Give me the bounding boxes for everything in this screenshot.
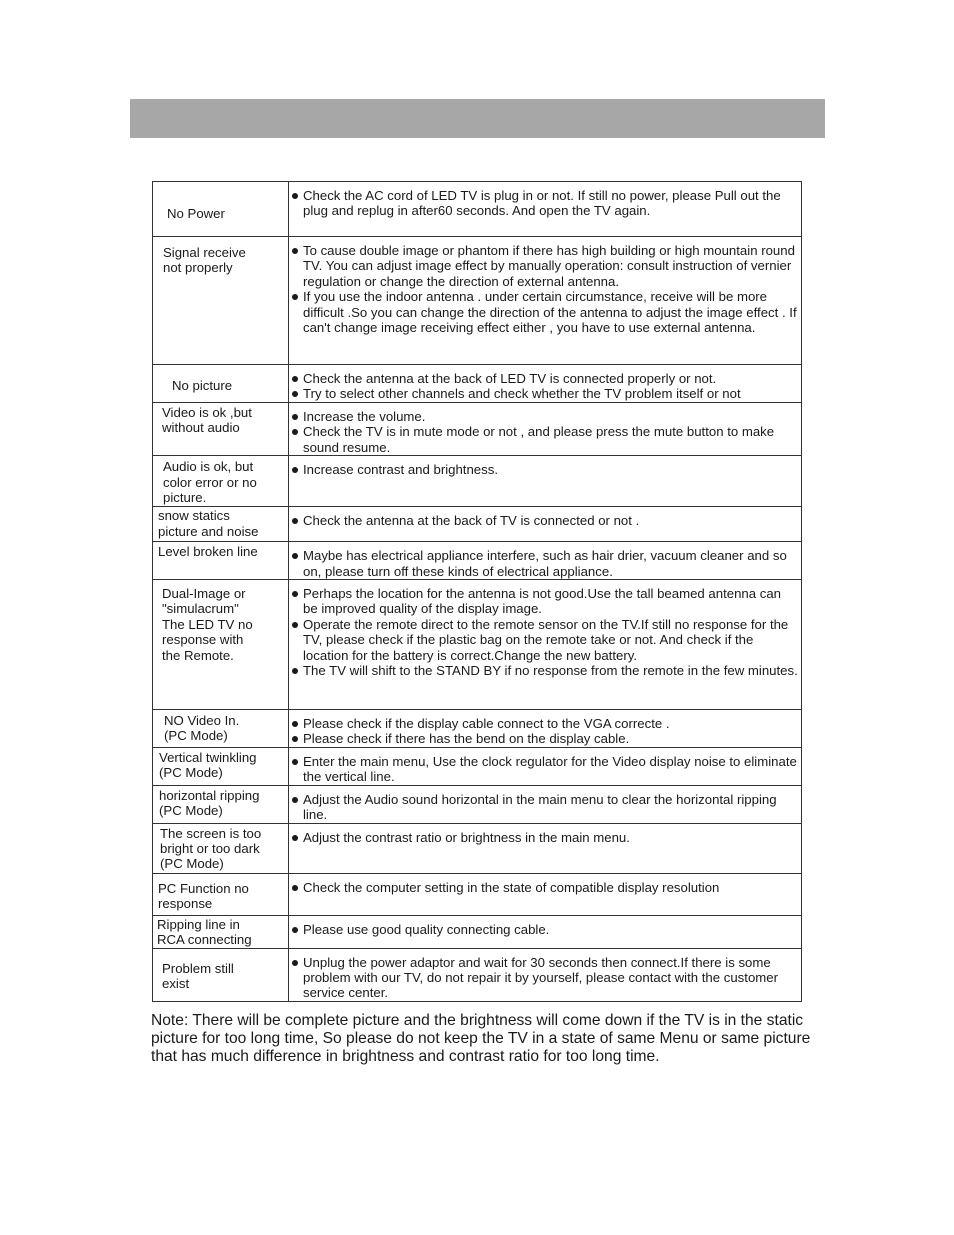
solution-item	[292, 289, 799, 335]
solution-text: Unplug the power adaptor and wait for 30 seconds then connect.If there is some problem with our TV, do not repair it by yourself, please contact with the customer service center.	[303, 954, 778, 1001]
bullet-icon	[292, 391, 298, 397]
problem-label: horizontal ripping (PC Mode)	[159, 787, 260, 819]
table-row	[153, 365, 802, 403]
problem-label: Dual-Image or "simulacrum" The LED TV no response with the Remote.	[162, 586, 253, 663]
solution-cell	[289, 823, 802, 873]
solution-text: The TV will shift to the STAND BY if no response from the remote in the few minutes.	[303, 663, 798, 679]
solution-item	[292, 586, 799, 617]
bullet-icon	[292, 193, 298, 199]
table-row	[153, 710, 802, 748]
solution-list	[292, 243, 799, 335]
problem-label: PC Function no response	[158, 880, 249, 912]
bullet-icon	[292, 797, 298, 803]
solution-text: Try to select other channels and check whether the TV problem itself or not	[303, 386, 741, 402]
bullet-icon	[292, 591, 298, 597]
table-row	[153, 747, 802, 785]
solution-list	[292, 830, 799, 845]
solution-cell	[289, 747, 802, 785]
problem-cell	[153, 823, 289, 873]
solution-text: If you use the indoor antenna . under certain circumstance, receive will be more difficult .So you can change the direction of the antenna to adjust the image effect . If can't change image receiving effect either , you have to use external antenna.	[303, 289, 797, 336]
bullet-icon	[292, 736, 298, 742]
problem-label: The screen is too bright or too dark (PC Mode)	[160, 825, 262, 872]
bullet-icon	[292, 927, 298, 933]
solution-item	[292, 371, 799, 386]
header-bar	[130, 99, 825, 138]
solution-list	[292, 513, 799, 528]
table-row	[153, 873, 802, 915]
solution-list	[292, 188, 799, 219]
solution-item	[292, 424, 799, 455]
solution-text: Check the AC cord of LED TV is plug in or not. If still no power, please Pull out the plug and replug in after60 seconds. And open the TV again.	[303, 188, 781, 219]
table-row	[153, 403, 802, 456]
solution-list	[292, 586, 799, 678]
problem-cell	[153, 182, 289, 237]
solution-text: Perhaps the location for the antenna is not good.Use the tall beamed antenna can be improved quality of the display image.	[303, 586, 782, 617]
bullet-icon	[292, 467, 298, 473]
problem-label: Vertical twinkling (PC Mode)	[159, 749, 257, 781]
solution-list	[292, 880, 799, 895]
bullet-icon	[292, 885, 298, 891]
solution-cell	[289, 507, 802, 542]
bullet-icon	[292, 835, 298, 841]
problem-label: No Power	[167, 206, 225, 221]
solution-text: Check the antenna at the back of LED TV is connected properly or not.	[303, 371, 717, 386]
solution-text: Increase the volume.	[303, 409, 426, 424]
bullet-icon	[292, 414, 298, 420]
problem-cell	[153, 403, 289, 456]
solution-item	[292, 716, 799, 731]
bullet-icon	[292, 721, 298, 727]
table-row	[153, 785, 802, 823]
note-text: Note: There will be complete picture and the brightness will come down if the TV is in the static picture for too long time, So please do not keep the TV in a state of same Menu or same picture that has much difference in brightness and contrast ratio for too long time.	[151, 1012, 811, 1065]
solution-list	[292, 792, 799, 823]
problem-cell	[153, 785, 289, 823]
solution-cell	[289, 365, 802, 403]
solution-item	[292, 188, 799, 219]
solution-item	[292, 754, 799, 785]
solution-text: Increase contrast and brightness.	[303, 462, 498, 478]
solution-list	[292, 548, 799, 579]
solution-item	[292, 243, 799, 289]
table-row	[153, 948, 802, 1001]
solution-item	[292, 617, 799, 663]
solution-text: Check the antenna at the back of TV is connected or not .	[303, 513, 640, 529]
solution-item	[292, 548, 799, 579]
troubleshooting-table	[152, 181, 802, 1002]
bullet-icon	[292, 248, 298, 254]
solution-item	[292, 955, 799, 1001]
table-row	[153, 542, 802, 580]
bullet-icon	[292, 622, 298, 628]
solution-item	[292, 386, 799, 401]
table-row	[153, 823, 802, 873]
problem-label: NO Video In. (PC Mode)	[164, 713, 240, 744]
table-row	[153, 507, 802, 542]
solution-cell	[289, 948, 802, 1001]
solution-list	[292, 955, 799, 1001]
problem-cell	[153, 507, 289, 542]
bullet-icon	[292, 429, 298, 435]
problem-label: Audio is ok, but color error or no picture.	[163, 459, 257, 506]
table-row	[153, 915, 802, 948]
problem-label: Level broken line	[158, 544, 258, 560]
solution-item	[292, 513, 799, 528]
solution-text: Adjust the Audio sound horizontal in the main menu to clear the horizontal ripping line.	[303, 791, 777, 823]
problem-cell	[153, 237, 289, 365]
problem-cell	[153, 580, 289, 710]
bullet-icon	[292, 518, 298, 524]
solution-list	[292, 371, 799, 402]
solution-text: Please check if there has the bend on the display cable.	[303, 731, 630, 747]
problem-cell	[153, 365, 289, 403]
solution-cell	[289, 580, 802, 710]
problem-label: snow statics picture and noise	[158, 508, 259, 539]
problem-cell	[153, 915, 289, 948]
problem-cell	[153, 873, 289, 915]
solution-text: Adjust the contrast ratio or brightness in the main menu.	[303, 829, 630, 845]
solution-text: To cause double image or phantom if there has high building or high mountain round TV. You can adjust image effect by manually operation: consult instruction of vernier regulation or change the direction of external antenna.	[303, 243, 795, 289]
solution-item	[292, 462, 799, 477]
bullet-icon	[292, 759, 298, 765]
solution-text: Check the computer setting in the state of compatible display resolution	[303, 879, 720, 895]
solution-item	[292, 830, 799, 845]
problem-cell	[153, 542, 289, 580]
bullet-icon	[292, 376, 298, 382]
solution-list	[292, 754, 799, 785]
problem-label: Video is ok ,but without audio	[162, 405, 252, 436]
table-row	[153, 580, 802, 710]
table-row	[153, 237, 802, 365]
solution-cell	[289, 182, 802, 237]
problem-cell	[153, 948, 289, 1001]
solution-item	[292, 663, 799, 678]
solution-item	[292, 792, 799, 823]
solution-text: Operate the remote direct to the remote sensor on the TV.If still no response for the TV, please check if the plastic bag on the remote take or not. And check if the location for the battery is correct.Change the new battery.	[303, 616, 789, 663]
bullet-icon	[292, 668, 298, 674]
solution-list	[292, 922, 799, 937]
solution-cell	[289, 403, 802, 456]
solution-item	[292, 731, 799, 746]
solution-item	[292, 880, 799, 895]
table-row	[153, 456, 802, 507]
solution-item	[292, 409, 799, 424]
table-row	[153, 182, 802, 237]
solution-list	[292, 716, 799, 747]
problem-label: Signal receive not properly	[163, 245, 246, 276]
solution-cell	[289, 456, 802, 507]
problem-cell	[153, 747, 289, 785]
problem-label: Problem still exist	[162, 960, 234, 992]
solution-cell	[289, 915, 802, 948]
solution-text: Maybe has electrical appliance interfere, such as hair drier, vacuum cleaner and so on, please turn off these kinds of electrical appliance.	[303, 548, 787, 579]
solution-cell	[289, 542, 802, 580]
solution-cell	[289, 237, 802, 365]
solution-cell	[289, 873, 802, 915]
solution-cell	[289, 710, 802, 748]
problem-label: No picture	[172, 378, 233, 393]
problem-cell	[153, 456, 289, 507]
solution-cell	[289, 785, 802, 823]
bullet-icon	[292, 960, 298, 966]
solution-text: Please check if the display cable connect to the VGA correcte .	[303, 716, 670, 732]
solution-text: Check the TV is in mute mode or not , and please press the mute button to make sound resume.	[303, 424, 775, 455]
bullet-icon	[292, 294, 298, 300]
problem-label: Ripping line in RCA connecting	[157, 916, 252, 948]
bullet-icon	[292, 553, 298, 559]
solution-item	[292, 922, 799, 937]
solution-text: Please use good quality connecting cable.	[303, 921, 550, 937]
problem-cell	[153, 710, 289, 748]
solution-list	[292, 409, 799, 455]
solution-list	[292, 462, 799, 477]
solution-text: Enter the main menu, Use the clock regulator for the Video display noise to eliminate the vertical line.	[303, 753, 797, 785]
